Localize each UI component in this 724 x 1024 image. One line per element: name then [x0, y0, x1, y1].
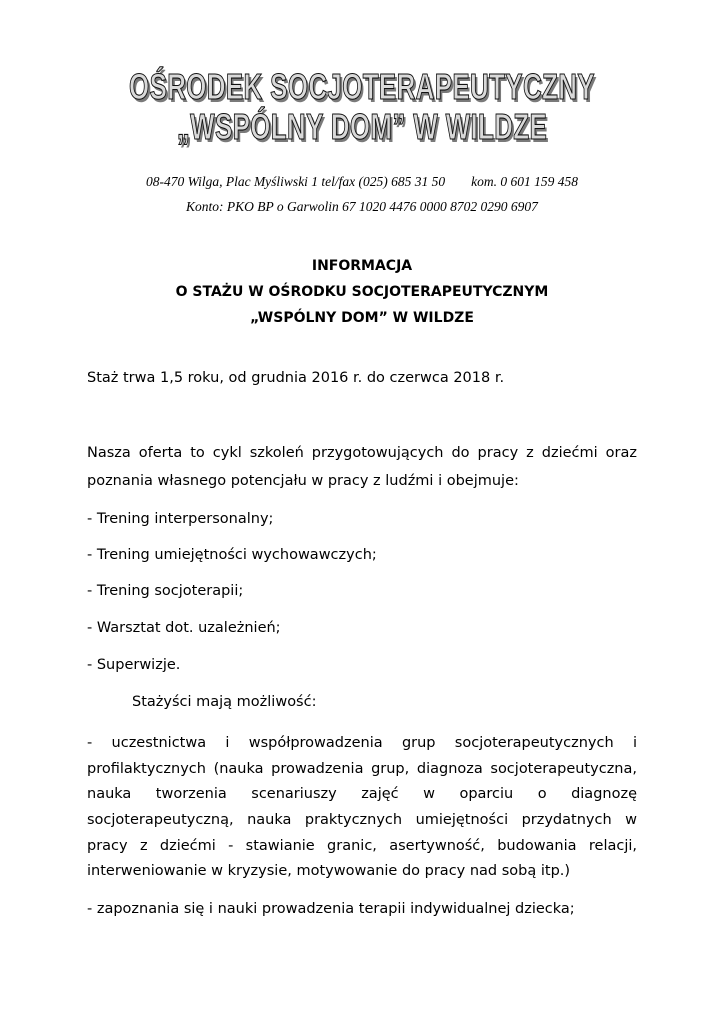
offer-list-item: - Trening interpersonalny;	[87, 511, 274, 527]
offer-paragraph-line-2: poznania własnego potencjału w pracy z ludźmi i obejmuje:	[87, 473, 519, 489]
address-line	[0, 174, 724, 190]
opportunity-line: pracy z dziećmi - stawianie granic, asertywność, budowania relacji,	[87, 838, 637, 854]
offer-list-item: - Warsztat dot. uzależnień;	[87, 620, 281, 636]
opportunity-line: nauka tworzenia scenariuszy zajęć w oparciu o diagnozę	[87, 786, 637, 802]
opportunity-line: profilaktycznych (nauka prowadzenia grup, diagnoza socjoterapeutyczna,	[87, 761, 637, 777]
opportunities-intro: Stażyści mają możliwość:	[132, 694, 317, 710]
offer-list-item: - Trening umiejętności wychowawczych;	[87, 547, 377, 563]
offer-paragraph-line-1: Nasza oferta to cykl szkoleń przygotowujących do pracy z dziećmi oraz	[87, 445, 637, 461]
organization-logo-line2: „WSPÓLNY DOM” W WILDZE	[176, 106, 548, 147]
title-line-3: „WSPÓLNY DOM” W WILDZE	[250, 310, 474, 326]
organization-logo-line1: OŚRODEK SOCJOTERAPEUTYCZNY	[129, 66, 595, 107]
duration-paragraph: Staż trwa 1,5 roku, od grudnia 2016 r. do czerwca 2018 r.	[87, 370, 505, 386]
opportunity-line: socjoterapeutyczną, nauka praktycznych umiejętności przydatnych w	[87, 812, 637, 828]
offer-list-item: - Superwizje.	[87, 657, 181, 673]
opportunity-line: - uczestnictwa i współprowadzenia grup socjoterapeutycznych i	[87, 735, 637, 751]
postal-address: 08-470 Wilga, Plac Myśliwski 1 tel/fax (025) 685 31 50	[145, 174, 446, 189]
title-line-2: O STAŻU W OŚRODKU SOCJOTERAPEUTYCZNYM	[175, 284, 549, 300]
opportunity-line: interweniowanie w kryzysie, motywowanie do pracy nad sobą itp.)	[87, 863, 571, 879]
offer-list-item: - Trening socjoterapii;	[87, 583, 244, 599]
mobile-number: kom. 0 601 159 458	[471, 174, 579, 189]
opportunity-list-item: - zapoznania się i nauki prowadzenia terapii indywidualnej dziecka;	[87, 901, 575, 917]
bank-account-line: Konto: PKO BP o Garwolin 67 1020 4476 0000 8702 0290 6907	[186, 199, 538, 214]
title-line-1: INFORMACJA	[311, 258, 413, 274]
